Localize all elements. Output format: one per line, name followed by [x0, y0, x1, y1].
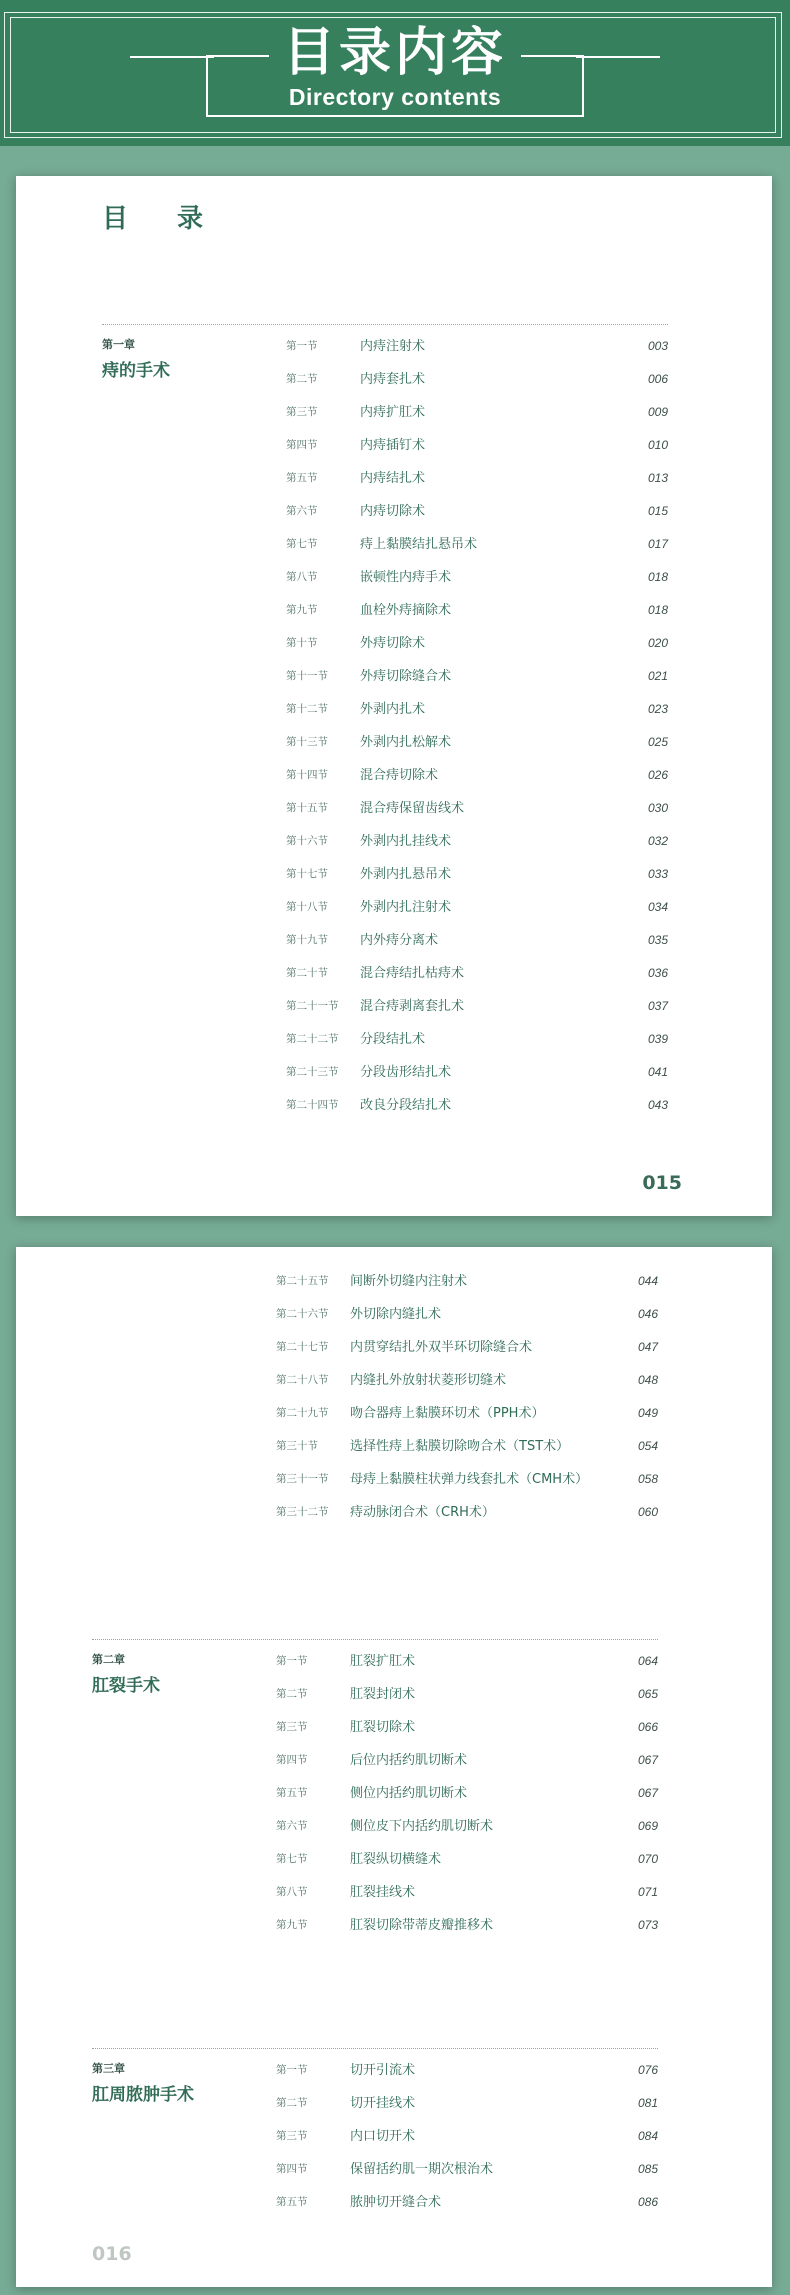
section-title: 切开挂线术: [350, 2096, 416, 2111]
toc-list: [276, 2054, 658, 2219]
section-number: 第七节: [276, 1853, 308, 1865]
page-ref: 037: [647, 999, 668, 1013]
page-ref: 048: [637, 1373, 658, 1387]
toc-entry[interactable]: [276, 1711, 658, 1744]
section-title: 痔动脉闭合术（CRH术）: [350, 1505, 495, 1520]
page-ref: 066: [637, 1720, 658, 1734]
section-number: 第二十三节: [286, 1066, 339, 1078]
page-ref: 036: [647, 966, 668, 980]
section-title: 改良分段结扎术: [360, 1098, 452, 1113]
section-title: 外痔切除术: [360, 636, 426, 651]
toc-list: [286, 330, 668, 1122]
toc-entry[interactable]: [286, 495, 668, 528]
page-ref: 064: [637, 1654, 658, 1668]
toc-entry[interactable]: [276, 1645, 658, 1678]
toc-entry[interactable]: [276, 1678, 658, 1711]
section-title: 间断外切缝内注射术: [350, 1274, 468, 1289]
toc-entry[interactable]: [276, 1843, 658, 1876]
section-number: 第四节: [276, 2163, 308, 2175]
toc-entry[interactable]: [276, 1331, 658, 1364]
page-number: 016: [92, 2243, 132, 2265]
section-title: 内口切开术: [350, 2129, 416, 2144]
toc-entry[interactable]: [276, 1909, 658, 1942]
page-ref: 070: [637, 1852, 658, 1866]
toc-entry[interactable]: [276, 1876, 658, 1909]
section-title: 内贯穿结扎外双半环切除缝合术: [350, 1340, 533, 1355]
toc-entry[interactable]: [276, 1364, 658, 1397]
section-number: 第二节: [286, 373, 318, 385]
section-number: 第十四节: [286, 769, 328, 781]
toc-entry[interactable]: [286, 462, 668, 495]
section-number: 第六节: [286, 505, 318, 517]
section-title: 血栓外痔摘除术: [360, 603, 452, 618]
section-title: 分段结扎术: [360, 1032, 426, 1047]
toc-entry[interactable]: [286, 1023, 668, 1056]
chapter-divider: [92, 2048, 658, 2049]
section-title: 侧位内括约肌切断术: [350, 1786, 468, 1801]
section-title: 痔上黏膜结扎悬吊术: [360, 537, 478, 552]
toc-entry[interactable]: [276, 2087, 658, 2120]
toc-entry[interactable]: [276, 1298, 658, 1331]
toc-entry[interactable]: [286, 924, 668, 957]
section-title: 切开引流术: [350, 2063, 416, 2078]
toc-entry[interactable]: [286, 1089, 668, 1122]
section-number: 第三节: [276, 2130, 308, 2142]
section-number: 第二十四节: [286, 1099, 339, 1111]
page-ref: 032: [647, 834, 668, 848]
page-ref: 033: [647, 867, 668, 881]
page-ref: 039: [647, 1032, 668, 1046]
toc-entry[interactable]: [286, 693, 668, 726]
section-number: 第二十六节: [276, 1308, 329, 1320]
toc-entry[interactable]: [286, 594, 668, 627]
section-number: 第二十二节: [286, 1033, 339, 1045]
toc-list: [276, 1645, 658, 1942]
page-ref: 067: [637, 1786, 658, 1800]
section-number: 第九节: [286, 604, 318, 616]
section-number: 第三节: [286, 406, 318, 418]
page-ref: 025: [647, 735, 668, 749]
section-number: 第十六节: [286, 835, 328, 847]
page-ref: 017: [647, 537, 668, 551]
page-ref: 058: [637, 1472, 658, 1486]
section-title: 内痔结扎术: [360, 471, 426, 486]
section-title: 肛裂封闭术: [350, 1687, 416, 1702]
toc-entry[interactable]: [286, 726, 668, 759]
section-number: 第十九节: [286, 934, 328, 946]
section-number: 第八节: [286, 571, 318, 583]
page-ref: 076: [637, 2063, 658, 2077]
section-title: 内痔扩肛术: [360, 405, 426, 420]
page-ref: 060: [637, 1505, 658, 1519]
page-ref: 009: [647, 405, 668, 419]
banner-title-cn-text: 目录内容: [269, 23, 521, 83]
page-ref: 085: [637, 2162, 658, 2176]
page-ref: 047: [637, 1340, 658, 1354]
section-number: 第十五节: [286, 802, 328, 814]
page-ref: 067: [637, 1753, 658, 1767]
toc-entry[interactable]: [276, 2186, 658, 2219]
toc-entry[interactable]: [286, 660, 668, 693]
section-title: 外剥内扎挂线术: [360, 834, 452, 849]
toc-entry[interactable]: [276, 1430, 658, 1463]
page-ref: 065: [637, 1687, 658, 1701]
section-number: 第十二节: [286, 703, 328, 715]
page-number: 015: [642, 1172, 682, 1194]
page-ref: 003: [647, 339, 668, 353]
section-title: 肛裂纵切横缝术: [350, 1852, 442, 1867]
toc-entry[interactable]: [276, 1777, 658, 1810]
toc-entry[interactable]: [286, 792, 668, 825]
toc-entry[interactable]: [286, 429, 668, 462]
page-ref: 086: [637, 2195, 658, 2209]
section-number: 第三十二节: [276, 1506, 329, 1518]
section-title: 选择性痔上黏膜切除吻合术（TST术）: [350, 1439, 570, 1454]
toc-page-2: [16, 1247, 772, 2287]
section-number: 第十三节: [286, 736, 328, 748]
section-title: 混合痔结扎枯痔术: [360, 966, 465, 981]
section-title: 内痔套扎术: [360, 372, 426, 387]
section-number: 第十八节: [286, 901, 328, 913]
section-title: 外切除内缝扎术: [350, 1307, 442, 1322]
section-number: 第六节: [276, 1820, 308, 1832]
toc-entry[interactable]: [286, 627, 668, 660]
page-ref: 018: [647, 603, 668, 617]
page-ref: 035: [647, 933, 668, 947]
toc-entry[interactable]: [286, 957, 668, 990]
section-number: 第四节: [286, 439, 318, 451]
page-ref: 044: [637, 1274, 658, 1288]
section-title: 混合痔保留齿线术: [360, 801, 465, 816]
section-number: 第二十五节: [276, 1275, 329, 1287]
page-ref: 081: [637, 2096, 658, 2110]
section-title: 肛裂切除带蒂皮瓣推移术: [350, 1918, 494, 1933]
toc-entry[interactable]: [286, 891, 668, 924]
section-title: 内痔切除术: [360, 504, 426, 519]
section-title: 后位内括约肌切断术: [350, 1753, 468, 1768]
toc-list-continued: [276, 1265, 658, 1529]
section-number: 第二十节: [286, 967, 328, 979]
page-ref: 015: [647, 504, 668, 518]
section-title: 混合痔切除术: [360, 768, 439, 783]
toc-entry[interactable]: [286, 858, 668, 891]
section-title: 外剥内扎术: [360, 702, 426, 717]
section-title: 外剥内扎悬吊术: [360, 867, 452, 882]
page-ref: 041: [647, 1065, 668, 1079]
toc-entry[interactable]: [276, 2120, 658, 2153]
toc-entry[interactable]: [276, 1810, 658, 1843]
section-title: 内痔插钉术: [360, 438, 426, 453]
section-title: 吻合器痔上黏膜环切术（PPH术）: [350, 1406, 545, 1421]
toc-entry[interactable]: [276, 2054, 658, 2087]
section-number: 第二十八节: [276, 1374, 329, 1386]
chapter-title: 肛周脓肿手术: [92, 2085, 194, 2105]
section-title: 分段齿形结扎术: [360, 1065, 452, 1080]
toc-entry[interactable]: [286, 1056, 668, 1089]
chapter-label: 第一章: [102, 338, 135, 351]
section-title: 保留括约肌一期次根治术: [350, 2162, 494, 2177]
section-number: 第二节: [276, 2097, 308, 2109]
page-ref: 046: [637, 1307, 658, 1321]
section-title: 肛裂切除术: [350, 1720, 416, 1735]
section-number: 第五节: [286, 472, 318, 484]
chapter-title: 痔的手术: [102, 361, 170, 381]
toc-entry[interactable]: [286, 990, 668, 1023]
page-ref: 071: [637, 1885, 658, 1899]
page-ref: 054: [637, 1439, 658, 1453]
section-title: 外剥内扎注射术: [360, 900, 452, 915]
page-ref: 013: [647, 471, 668, 485]
page-ref: 069: [637, 1819, 658, 1833]
page-ref: 018: [647, 570, 668, 584]
toc-entry[interactable]: [276, 1265, 658, 1298]
section-number: 第七节: [286, 538, 318, 550]
section-number: 第三节: [276, 1721, 308, 1733]
section-number: 第十一节: [286, 670, 328, 682]
header-banner: [0, 0, 790, 146]
toc-entry[interactable]: [286, 561, 668, 594]
section-title: 侧位皮下内括约肌切断术: [350, 1819, 494, 1834]
section-number: 第五节: [276, 1787, 308, 1799]
page-ref: 021: [647, 669, 668, 683]
toc-entry[interactable]: [276, 1496, 658, 1529]
section-number: 第九节: [276, 1919, 308, 1931]
chapter-divider: [102, 324, 668, 325]
section-title: 混合痔剥离套扎术: [360, 999, 465, 1014]
toc-heading: 目 录: [102, 204, 224, 234]
page-ref: 010: [647, 438, 668, 452]
section-title: 母痔上黏膜柱状弹力线套扎术（CMH术）: [350, 1472, 589, 1487]
page-ref: 026: [647, 768, 668, 782]
section-number: 第二节: [276, 1688, 308, 1700]
section-title: 肛裂挂线术: [350, 1885, 416, 1900]
page-ref: 043: [647, 1098, 668, 1112]
toc-entry[interactable]: [276, 1463, 658, 1496]
banner-title-en: Directory contents: [288, 84, 502, 110]
toc-entry[interactable]: [276, 1397, 658, 1430]
chapter-divider: [92, 1639, 658, 1640]
section-title: 嵌顿性内痔手术: [360, 570, 452, 585]
page-ref: 034: [647, 900, 668, 914]
chapter-label: 第三章: [92, 2062, 125, 2075]
toc-entry[interactable]: [286, 396, 668, 429]
page-ref: 030: [647, 801, 668, 815]
toc-entry[interactable]: [276, 1744, 658, 1777]
toc-entry[interactable]: [286, 528, 668, 561]
toc-entry[interactable]: [276, 2153, 658, 2186]
page-ref: 049: [637, 1406, 658, 1420]
section-title: 内缝扎外放射状菱形切缝术: [350, 1373, 507, 1388]
toc-entry[interactable]: [286, 825, 668, 858]
section-number: 第十节: [286, 637, 318, 649]
section-title: 外剥内扎松解术: [360, 735, 452, 750]
section-number: 第八节: [276, 1886, 308, 1898]
section-number: 第二十九节: [276, 1407, 329, 1419]
section-title: 外痔切除缝合术: [360, 669, 452, 684]
toc-entry[interactable]: [286, 363, 668, 396]
chapter-title: 肛裂手术: [92, 1676, 160, 1696]
section-number: 第二十七节: [276, 1341, 329, 1353]
section-title: 内外痔分离术: [360, 933, 439, 948]
page-ref: 073: [637, 1918, 658, 1932]
section-number: 第四节: [276, 1754, 308, 1766]
page-ref: 023: [647, 702, 668, 716]
page-ref: 020: [647, 636, 668, 650]
section-title: 脓肿切开缝合术: [350, 2195, 442, 2210]
section-number: 第一节: [276, 1655, 308, 1667]
section-number: 第一节: [276, 2064, 308, 2076]
page-ref: 084: [637, 2129, 658, 2143]
section-number: 第十七节: [286, 868, 328, 880]
page-ref: 006: [647, 372, 668, 386]
section-number: 第三十节: [276, 1440, 318, 1452]
toc-page-1: [16, 176, 772, 1216]
banner-title-cn: [0, 20, 790, 86]
toc-entry[interactable]: [286, 759, 668, 792]
chapter-label: 第二章: [92, 1653, 125, 1666]
section-title: 肛裂扩肛术: [350, 1654, 416, 1669]
section-number: 第五节: [276, 2196, 308, 2208]
section-number: 第二十一节: [286, 1000, 339, 1012]
toc-entry[interactable]: [286, 330, 668, 363]
section-number: 第三十一节: [276, 1473, 329, 1485]
section-number: 第一节: [286, 340, 318, 352]
section-title: 内痔注射术: [360, 339, 426, 354]
